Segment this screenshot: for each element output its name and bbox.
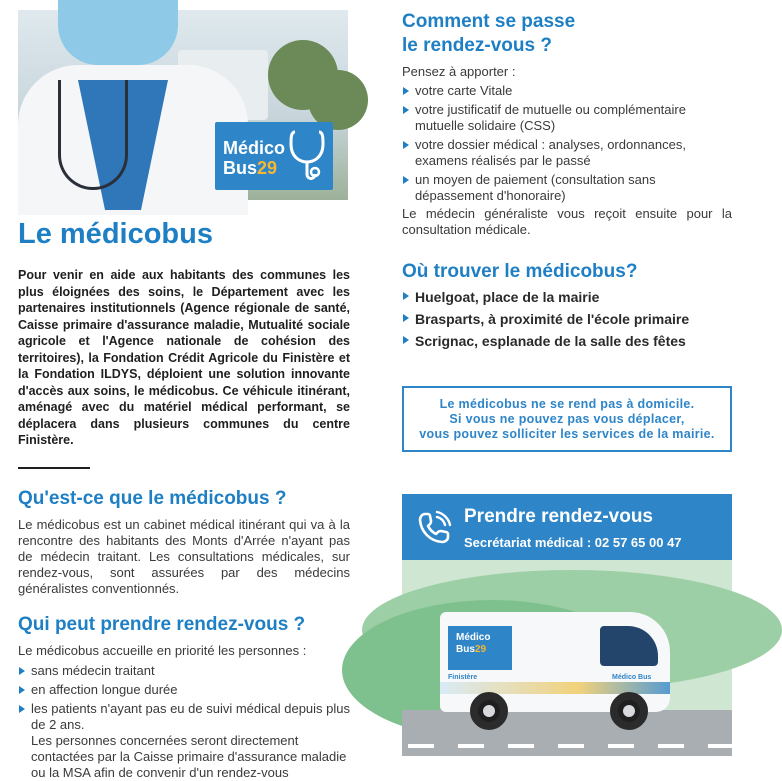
list-item: votre justificatif de mutuelle ou complémentaire mutuelle solidaire (CSS) [402, 102, 732, 134]
medicobus-logo: Médico Bus29 [215, 122, 333, 190]
list-item: votre carte Vitale [402, 83, 732, 99]
van [440, 612, 710, 730]
wheel [610, 692, 648, 730]
how-heading-line2: le rendez-vous ? [402, 35, 552, 56]
how-list [402, 83, 732, 204]
what-paragraph: Le médicobus est un cabinet médical itinérant qui va à la rencontre des habitants des Monts d'Arrée n'ayant pas de médecin traitant. Les consultations médicales, sur rendez-vous, sont assurées par des médecins généralistes conventionnés. [18, 516, 350, 596]
how-outro: Le médecin généraliste vous reçoit ensuite pour la consultation médicale. [402, 206, 732, 237]
hero-image [18, 10, 348, 200]
where-heading: Où trouver le médicobus? [402, 261, 638, 282]
list-item: les patients n'ayant pas eu de suivi médical depuis plus de 2 ans. [18, 701, 350, 733]
where-list [402, 288, 732, 350]
list-item: en affection longue durée [18, 682, 350, 698]
home-visit-notice: Le médicobus ne se rend pas à domicile. Si vous ne pouvez pas vous déplacer, vous pouvez solliciter les services de la mairie. [402, 386, 732, 452]
what-heading: Qu'est-ce que le médicobus ? [18, 487, 287, 509]
appointment-header [402, 494, 732, 560]
van-side-logo: Médico Bus [612, 674, 652, 681]
appointment-title: Prendre rendez-vous [464, 506, 653, 527]
van-logo: Médico Bus29 [448, 626, 512, 670]
who-note: Les personnes concernées seront directement contactées par la Caisse primaire d'assurance maladie ou la MSA afin de convenir d'un rendez-vous [31, 732, 347, 780]
divider [18, 467, 90, 469]
location-item: Scrignac, esplanade de la salle des fêtes [402, 332, 732, 350]
wheel [470, 692, 508, 730]
stethoscope-icon [287, 128, 327, 184]
how-heading-line1: Comment se passe [402, 11, 576, 32]
appointment-panel [402, 494, 732, 756]
left-column [18, 10, 350, 781]
who-intro: Le médicobus accueille en priorité les personnes : [18, 642, 307, 658]
location-item: Huelgoat, place de la mairie [402, 288, 732, 306]
list-item: un moyen de paiement (consultation sans dépassement d'honoraire) [402, 172, 732, 204]
page-title: Le médicobus [18, 218, 213, 250]
stethoscope-illustration [58, 80, 128, 190]
who-heading: Qui peut prendre rendez-vous ? [18, 613, 306, 635]
how-intro: Pensez à apporter : [402, 64, 516, 79]
intro-paragraph: Pour venir en aide aux habitants des communes les plus éloignées des soins, le Département avec les partenaires institutionnels (Agence régionale de santé, Caisse primaire d'assurance maladie, Mutualité sociale agricole et l'Agence nationale de cohésion des territoires), la Fondation Crédit Agricole du Finistère et la Fondation ILDYS, déploient une solution innovante d'accès aux soins, le médicobus. Ce véhicule itinérant, aménagé avec du matériel médical performant, se déplacera dans plusieurs communes du centre Finistère. [18, 268, 350, 447]
location-item: Brasparts, à proximité de l'école primaire [402, 310, 732, 328]
phone-icon [416, 510, 452, 546]
secretariat-phone: Secrétariat médical : 02 57 65 00 47 [464, 535, 682, 550]
department-logo: Finistère [448, 674, 478, 681]
who-list [18, 663, 350, 733]
medicobus-van-illustration [402, 560, 732, 756]
list-item: votre dossier médical : analyses, ordonnances, examens réalisés par le passé [402, 137, 732, 169]
right-column [402, 10, 732, 452]
list-item: sans médecin traitant [18, 663, 350, 679]
